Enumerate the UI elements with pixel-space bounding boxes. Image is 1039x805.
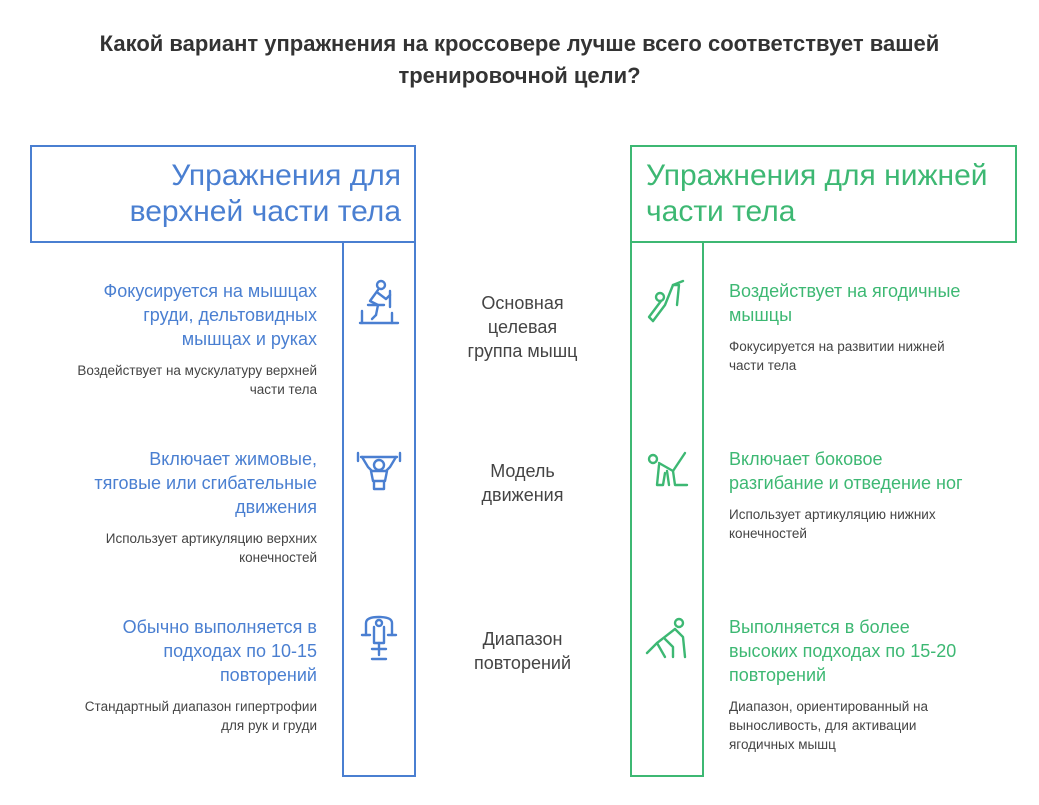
lower-item-3-heading: Выполняется в более высоких подходах по 15-20 повторений [729,617,957,685]
lower-item-3-description: Диапазон, ориентированный на выносливость, для активации ягодичных мышц [729,699,929,752]
criterion-muscle-group: Основная целевая группа мышц [467,293,578,361]
lower-item-2-description: Использует артикуляцию нижних конечностей [729,507,936,541]
leg-kick-icon [643,277,693,327]
upper-item-2-heading: Включает жимовые, тяговые или сгибательные движения [94,449,317,517]
exercise-bike-icon [354,277,404,327]
stretching-person-icon [643,613,693,663]
gym-machine-icon [354,613,404,663]
upper-item-1-description: Воздействует на мускулатуру верхней части тела [77,363,317,397]
lower-item-1-description: Фокусируется на развитии нижней части тела [729,339,945,373]
title-line-2: тренировочной цели? [398,63,641,88]
upper-title-line-1: Упражнения для [171,159,401,192]
criterion-movement-pattern: Модель движения [481,461,564,505]
dumbbell-lift-icon [354,445,404,495]
upper-item-2-description: Использует артикуляцию верхних конечностей [105,531,317,565]
page-title [0,28,1039,92]
lower-title-line-2: части тела [646,195,796,228]
upper-item-3-description: Стандартный диапазон гипертрофии для рук и груди [84,699,317,733]
lower-item-1-heading: Воздействует на ягодичные мышцы [729,281,961,325]
upper-title-line-2: верхней части тела [129,195,401,228]
lower-title-line-1: Упражнения для нижней [646,159,988,192]
criterion-rep-range: Диапазон повторений [473,629,572,673]
lower-item-2-heading: Включает боковое разгибание и отведение ног [729,449,963,493]
upper-item-3-heading: Обычно выполняется в подходах по 10-15 повторений [122,617,317,685]
lower-body-title [646,158,1006,230]
upper-item-1-heading: Фокусируется на мышцах груди, дельтовидных мышцах и руках [103,281,317,349]
upper-body-title [81,158,401,230]
crawling-person-icon [643,445,693,495]
title-line-1: Какой вариант упражнения на кроссовере лучше всего соответствует вашей [99,31,940,56]
